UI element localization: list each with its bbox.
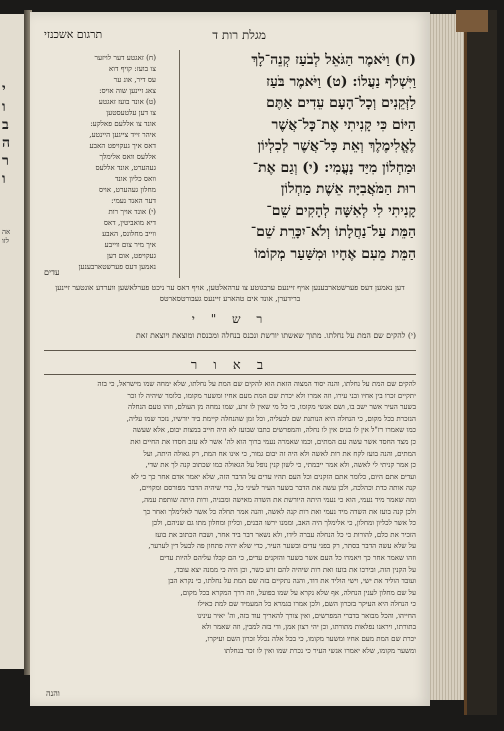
biur-line: וזהו שאמר אחר כך ויאמרו כל העם אשר בשער והזקנים עדים, כי הם קבלו עליהם להיות עדים — [159, 552, 416, 562]
page-edges — [428, 14, 466, 700]
biur-line: יכרת שם המת מעם אחיו ומשער מקומו, כי בכל אלה נכלל זכרון השם ועיקרו, — [205, 634, 416, 644]
biur-line: בשער העיר אשר ישב בו, ושם אנשי מקומו, כי כל מי שאין לו זרע, שמו נמחה מן העולם, וזהו טעם הנחלה — [128, 402, 416, 412]
column-divider — [179, 50, 180, 278]
biur-line: קנה אותה כדת וכהלכה, ולכן עשה את הדבר בשער העיר לעיני כל, כדי שיהיה הדבר מפורסם ומקויים, — [139, 483, 416, 493]
biur-line: הזכיר את כלם, להורות כי כל הנחלה עברה לידו, ולא נשאר דבר ביד אחר, ושבח הכתוב את בועז — [155, 529, 416, 539]
targum-line: דאס איך געקויפט האבע — [89, 141, 156, 150]
targum-header: תרגום אשכנזי — [44, 28, 103, 41]
biur-line: כי הנחלה היא העיקר בזכרון השם, ולכן אמרו בגמרא כל המעמיד שם למת כאילו — [197, 599, 416, 609]
biur-line: ולכן קנה בועז את השדה מיד נעמי ואת רות קנה לאשה, והנה אמר תחלה כל אשר לאלימלך ואחר כך — [143, 506, 416, 516]
targum-line: איך מיר צום ווייבע — [104, 240, 156, 249]
verse-line: (ח) וַיֹּאמֶר הַגֹּאֵל לְבֹעַז קְנֵה־לָךְ — [251, 52, 416, 68]
hebrew-main-text — [184, 50, 416, 280]
targum-line: געהערט, אונד אללעס — [95, 163, 156, 172]
left-page-line: ה — [2, 135, 11, 151]
biur-line: המתים, והנה בועז לקח את רות לאשה ולא היה זה יבום גמור, כי אינו אח המת, רק גאולה היתה, ועל — [143, 448, 416, 458]
left-page-edge — [0, 14, 26, 669]
targum-line: וואס כליון אונד — [114, 174, 156, 183]
book-cover-board — [464, 10, 497, 715]
biur-line: ומשער מקומו, שלא יאמרו אנשי העיר כי נכרת שמו ואין לו זכר בנחלתו — [224, 645, 416, 655]
bookmark-ribbon — [456, 10, 488, 32]
targum-full-line: דען נאמען דעס פערשטארבענען אויף זיינעם ערבגוטע צו ערהאלטען, אויף דאס ער ניכט פערלאשען ווערדע אונטער זיינען ברידערן, אונד אים טהארע זיינעס געבורטסארטס — [55, 283, 405, 303]
biur-line: כן אמר קניתי לי לאשה, ולא אמר ייבמתי, כי לשון קנין נופל על הגאולה כמו שכתוב קנה לך את שדי, — [145, 460, 416, 470]
biur-line: הנזכרת בכל מקום, כי הנחלה היא הנותנת שם לבעליה, וכל זמן שהנחלה קיימת ביד יורשיו, נזכר שמו עליה, — [126, 413, 416, 423]
targum-line: אונד צו אללעם פאלקע: — [90, 119, 156, 128]
targum-line: נאמען דעס פערשטארבענען — [78, 262, 156, 271]
biur-line: ועובד הוליד את ישי, וישי הוליד את דוד, והנה נתקיים בזה שם המת על נחלתו, כי נקרא הבן — [168, 576, 416, 586]
left-page-line: י — [2, 81, 6, 97]
verse-line: וַיִּשְׁלֹף נַעֲלוֹ: (ט) וַיֹּאמֶר בֹּעַז — [266, 73, 416, 90]
biur-heading: ב א ו ר — [190, 358, 270, 373]
rashi-commentary: (י) להקים שם המת על נחלתו. מתוך שאשתו יורשת ונכנס בנחלה ומכנסת ומוצאת ויוצאת זאת — [136, 331, 416, 340]
biur-line: על הקנין הזה, ובירכו את בועז ואת רות שיהיה להם זרע כשר, וכן היה כי ממנה יצא עובד, — [173, 564, 416, 574]
biur-line: יתקיים זכרו בין אחיו ובני עירו, וזה אמרו ולא יכרת שם המת מעם אחיו ומשער מקומו, כלומר שיהיה לו זכר — [127, 390, 416, 400]
targum-line: צאג זיינען שוה אויס: — [99, 86, 156, 95]
verse-line: לַזְּקֵנִים וְכָל־הָעָם עֵדִים אַתֶּם — [266, 95, 416, 111]
targum-line: אללעס וואס אלימלך — [99, 152, 156, 161]
verse-line: לֶאֱלִימֶלֶךְ וְאֵת כָּל־אֲשֶׁר לְכִלְיוֹן — [257, 138, 416, 154]
targum-line: עס דיר, אונ ער — [113, 75, 156, 84]
biur-line: כמו שאמרו רז"ל אין לו בנים אין לו נחלה, והמפרשים כתבו שבועז לא היה חייב במצות יבום, אלא שעשה — [132, 425, 416, 435]
catchword: עדים — [44, 268, 60, 277]
biur-line: להקים שם המת על נחלתו, והנה יסוד המצוה הזאת הוא להקים שם המת על נחלתו, שלא ימחה שמו מישראל, כי בזה — [97, 379, 416, 388]
targum-line: איהר זייד צייגען היינטע, — [89, 130, 156, 139]
verse-line: הַמֵּת עַל־נַחֲלָתוֹ וְלֹא־יִכָּרֵת שֵׁם־ — [250, 224, 416, 240]
targum-line: צו בועז: קויף דוא — [108, 64, 156, 73]
section-rule — [44, 374, 416, 375]
verse-line: הַיּוֹם כִּי קָנִיתִי אֶת־כָּל־אֲשֶׁר — [271, 116, 416, 133]
targum-line: ווייב מחלונס, האבע — [102, 229, 156, 238]
biur-line: על שם מחלון לענין הנחלה, אף שלא נקרא על שמו בפועל, וזה דרך המקרא בכל מקום, — [180, 587, 416, 597]
verse-line: רוּת הַמֹּאֲבִיָּה אֵשֶׁת מַחְלוֹן — [280, 181, 416, 197]
verse-line: הַמֵּת מֵעִם אֶחָיו וּמִשַּׁעַר מְקוֹמוֹ — [254, 245, 416, 262]
biur-line: על שלא עשה הדבר בסתר, רק בפני עדים ובשער העיר, כדי שלא יהיה פתחון פה לבעל דין לערער, — [148, 541, 416, 551]
biur-line: ועדים אתם היום, כלומר אתם הזקנים וכל העם תהיו עדים על הדבר הזה, שלא יאמר אדם אחר כך כי לא — [131, 471, 416, 481]
biur-commentary — [44, 378, 416, 696]
biur-line: כל אשר לכליון ומחלון, כי אלימלך היה האב, וממנו ירשו הבנים, וכליון ומחלון מתו גם שניהם, ולכן — [151, 518, 416, 528]
targum-line: דיא מואביטין, דאס — [103, 218, 156, 227]
left-page-line: ר — [2, 153, 9, 169]
targum-line: געקויפט, אום דען — [107, 251, 156, 260]
targum-line: דער האנד נעמי: — [111, 196, 156, 205]
targum-column — [44, 52, 156, 272]
biur-line: כן מצד החסד אשר עשה עם המתים, וכמו שאמרה נעמי ברוך הוא לה' אשר לא עזב חסדו את החיים ואת — [130, 436, 416, 446]
book-page — [30, 12, 430, 706]
section-rule — [44, 350, 416, 351]
targum-line: (י) אונד אויך רות — [108, 207, 156, 216]
verse-line: וּמַחְלוֹן מִיַּד נָעֳמִי: (י) וְגַם אֶת־ — [252, 159, 416, 176]
verse-line: קָנִיתִי לִי לְאִשָּׁה לְהָקִים שֵׁם־ — [266, 202, 416, 219]
left-page-note: לזו — [2, 237, 10, 245]
left-page-line: ו — [2, 99, 6, 115]
targum-line: (ט) אונד בועז זאגטע — [98, 97, 156, 106]
biur-line: החייהו, והכל מבואר בדברי המפרשים, ואין צורך להאריך עוד בזה, וה' יאיר עינינו — [197, 610, 416, 620]
left-page-line: ב — [2, 117, 9, 133]
biur-line: ומה שאמר מיד נעמי, הוא כי נעמי היתה היורשת את השדה מאישה ומבניה, ורות היתה שותפת עמה, — [141, 494, 416, 504]
rashi-heading: ר ש " י — [191, 312, 269, 326]
targum-line: צו דען עלטעסטען — [106, 108, 156, 117]
biur-line: בתורתו, ויראנו נפלאות מתורתו, וכן יהי רצון אמן, ודי בזה למבין, וזה שאמר ולא — [201, 622, 416, 632]
page-title: מגלת רות ד — [212, 28, 266, 42]
running-header — [44, 28, 416, 46]
left-page-line: ו — [2, 171, 6, 187]
targum-line: (ח) זאגטע דער לויזער — [94, 53, 156, 62]
left-page-note: אה — [2, 228, 11, 236]
targum-line: מחלון געהערט, אויס — [98, 185, 156, 194]
page-catchword: והנה — [46, 689, 60, 698]
